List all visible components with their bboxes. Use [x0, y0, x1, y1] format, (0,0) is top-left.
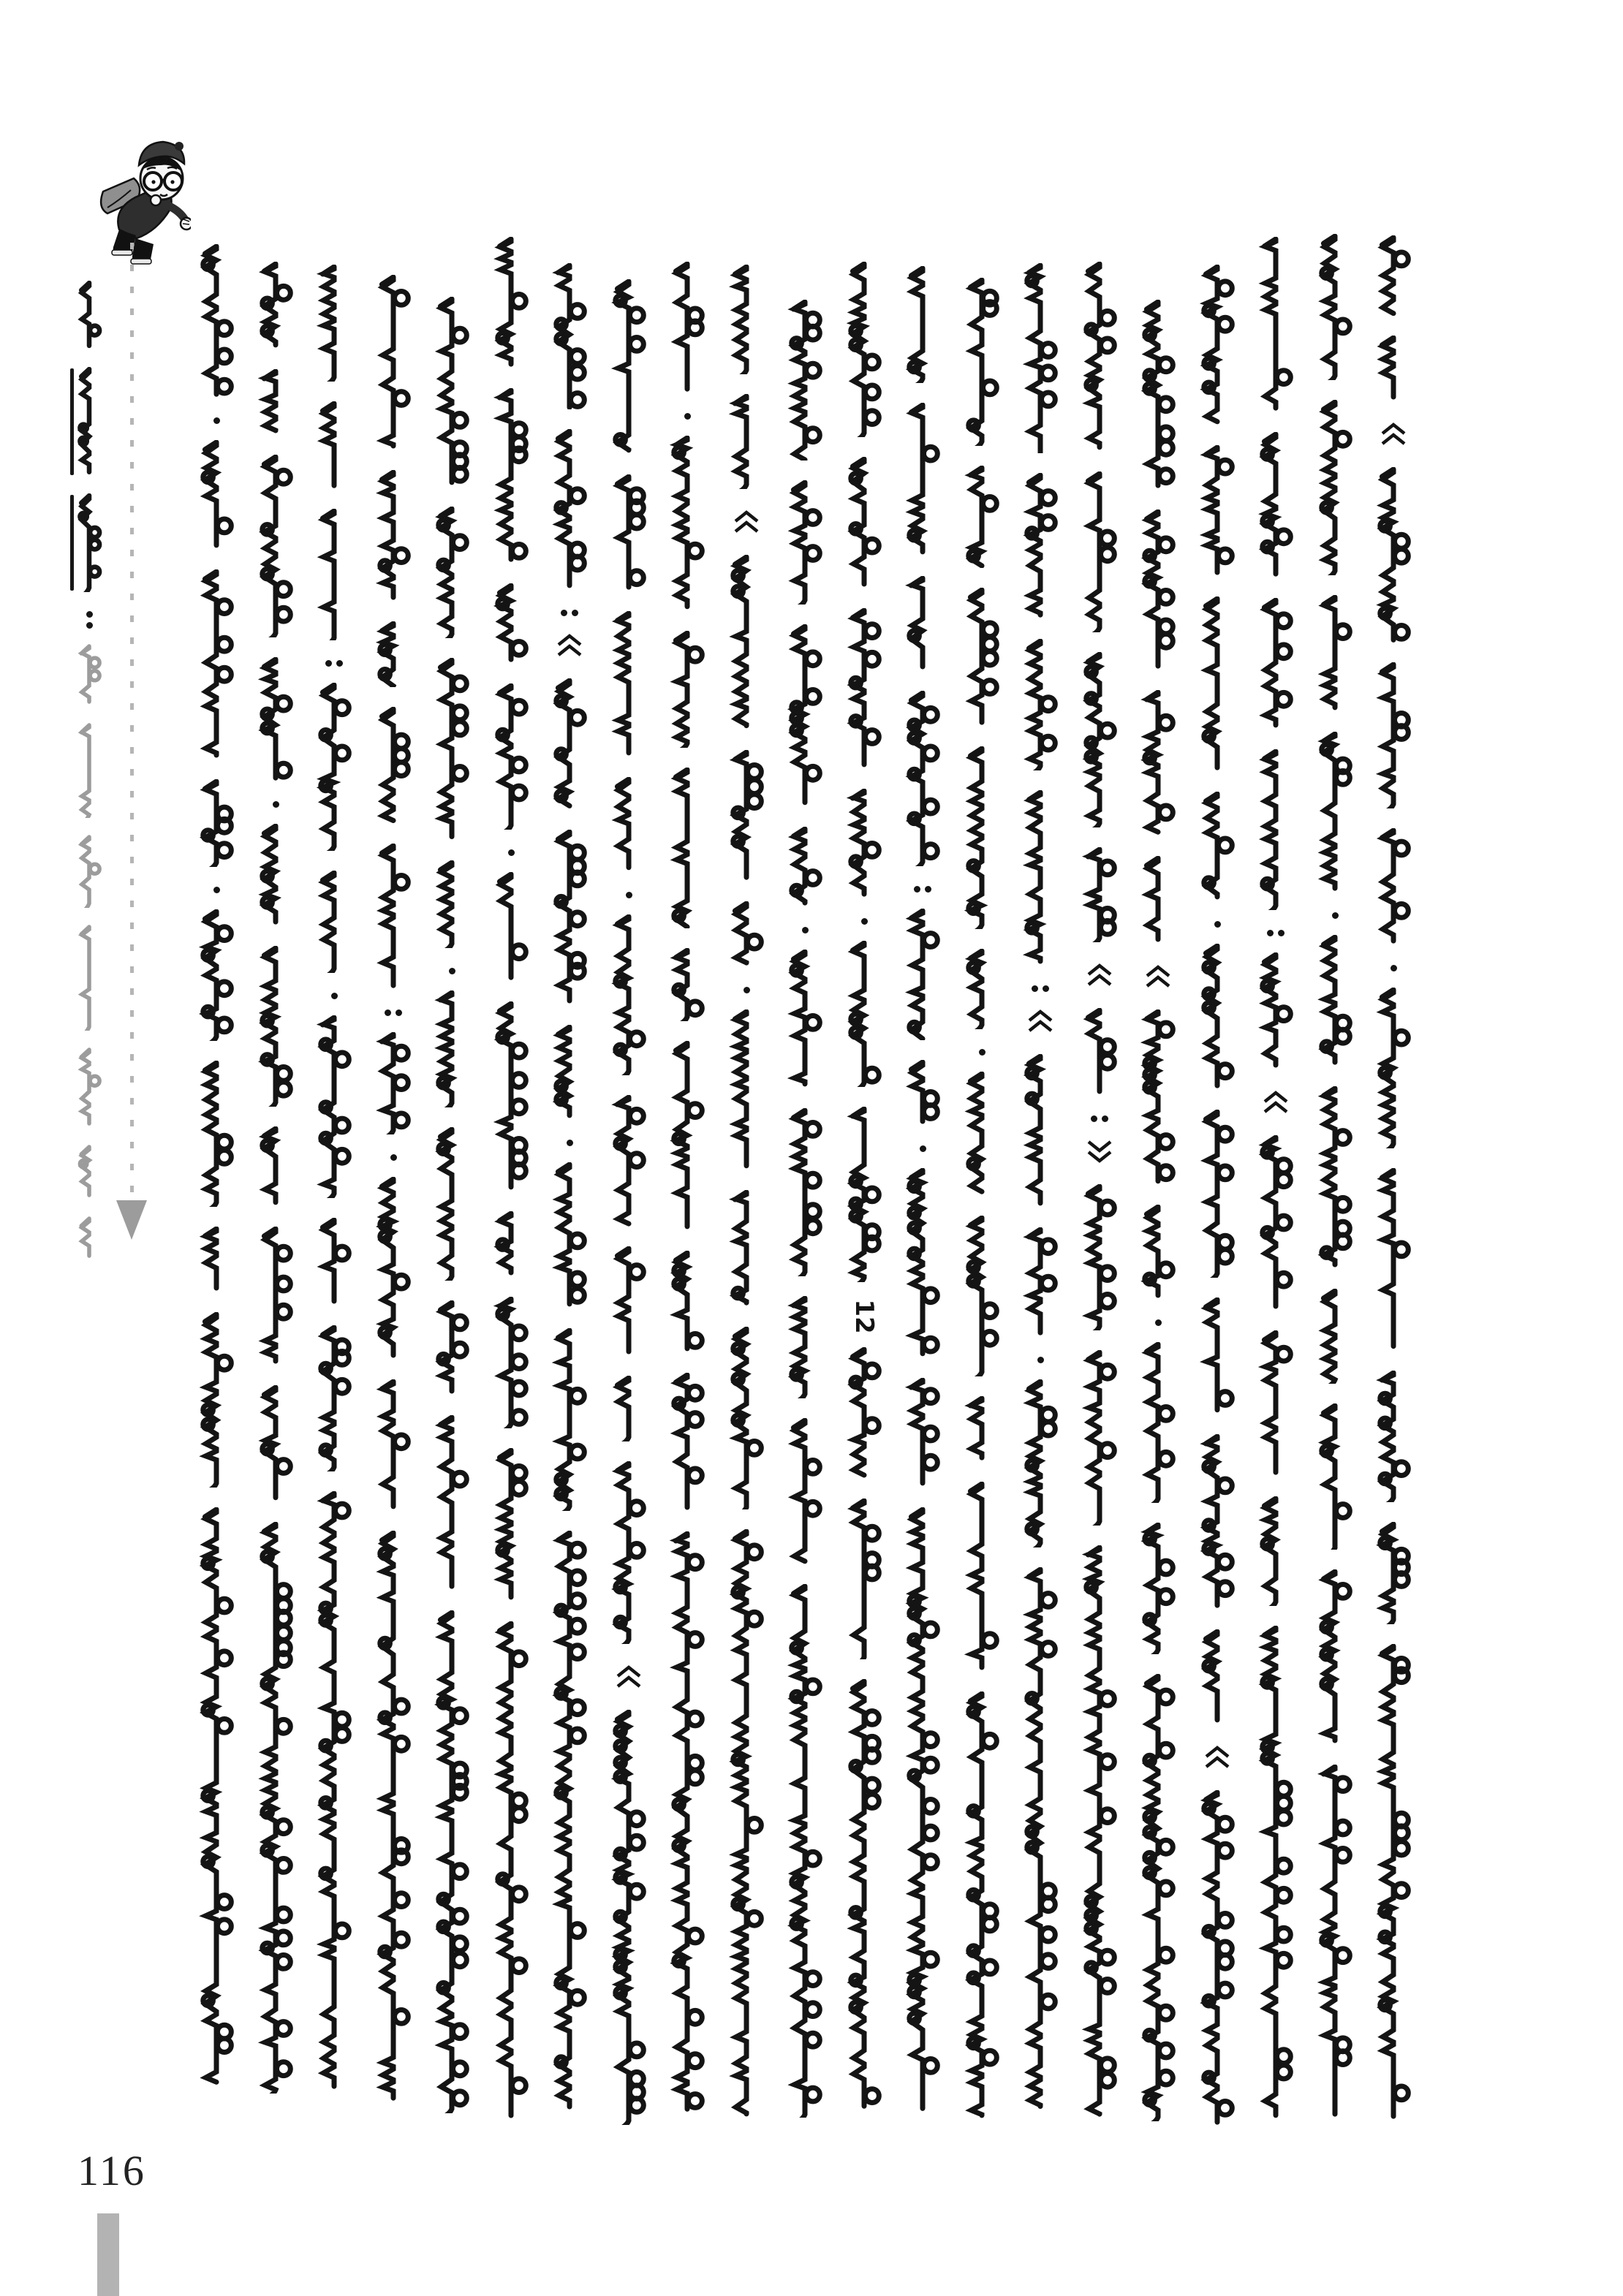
script-word: [492, 1621, 530, 2123]
script-word: [1374, 467, 1412, 646]
quote-close-mark: [1084, 1138, 1115, 1168]
script-word: [492, 1297, 530, 1432]
script-word: [786, 950, 824, 1092]
script-word: [845, 1347, 883, 1482]
text-column: [315, 265, 353, 2110]
script-word: [551, 1162, 589, 1312]
script-word: [1316, 935, 1354, 1070]
script-word: [433, 860, 471, 952]
script-word: [315, 1491, 353, 2094]
script-word: [727, 394, 765, 493]
script-word: [1374, 988, 1412, 1152]
script-word: [668, 1251, 706, 1357]
text-column: [786, 300, 824, 2137]
script-word: [433, 658, 471, 844]
script-word: [315, 683, 353, 855]
text-column: [1139, 300, 1177, 2141]
script-word: [668, 768, 706, 932]
sidebar-word: [76, 925, 102, 1034]
quote-open-mark: [731, 509, 762, 539]
sidebar-word: [76, 1145, 102, 1203]
colon-mark: [1265, 930, 1287, 936]
script-word: [1139, 690, 1177, 840]
script-word: [433, 297, 471, 490]
script-word: [1198, 1434, 1236, 1613]
script-word: [963, 1072, 1001, 1200]
text-column: [551, 263, 589, 2131]
text-column: [1021, 263, 1059, 2131]
script-word: [727, 265, 765, 378]
comma-mark: [447, 968, 458, 974]
script-word: [963, 1691, 1001, 2123]
script-word: [1374, 1522, 1412, 1628]
script-word: [963, 949, 1001, 1033]
script-word: [1021, 790, 1059, 969]
script-word: [257, 1227, 295, 1369]
comma-mark: [1388, 965, 1399, 971]
script-word: [1198, 944, 1236, 1094]
script-word: [433, 1127, 471, 1284]
script-word: [963, 1482, 1001, 1675]
script-word: [845, 608, 883, 773]
script-word: [1021, 473, 1059, 623]
script-word: [1139, 1009, 1177, 1189]
page-number: 116: [77, 2147, 146, 2194]
script-word: [257, 657, 295, 785]
script-word: [786, 1584, 824, 2121]
script-word: [433, 1610, 471, 2117]
script-word: [1374, 235, 1412, 319]
colon-mark: [559, 610, 580, 616]
script-word: [786, 827, 824, 911]
script-word: [1374, 828, 1412, 949]
script-word: [315, 265, 353, 385]
script-word: [197, 1507, 235, 2090]
text-column: [1257, 237, 1295, 2140]
script-word: [374, 1531, 412, 2106]
script-word: [197, 909, 235, 1045]
script-word: [197, 569, 235, 763]
comma-mark: [624, 892, 635, 898]
script-word: [1257, 952, 1295, 1073]
comma-mark: [977, 1049, 988, 1056]
script-word: [727, 750, 765, 885]
script-word: [1081, 847, 1119, 946]
script-word: [197, 1312, 235, 1491]
text-column: [668, 262, 706, 2133]
script-word: [492, 388, 530, 567]
script-word: [1257, 1330, 1295, 1480]
mascot-illustration: [97, 136, 191, 269]
mascot-hand: [151, 195, 161, 205]
script-word: [1081, 262, 1119, 455]
script-word: [904, 576, 942, 675]
script-word: [786, 1296, 824, 1402]
script-word: [492, 872, 530, 985]
script-word: [492, 1448, 530, 1605]
text-column: [610, 279, 648, 2145]
text-column: [727, 265, 765, 2138]
sidebar-word: [76, 1047, 102, 1132]
script-word: [1198, 1110, 1236, 1281]
sidebar-colon-mark: [86, 609, 93, 631]
script-word: [1316, 1569, 1354, 1748]
script-word: [727, 1529, 765, 2122]
script-word: [1198, 596, 1236, 776]
script-word: [315, 1325, 353, 1475]
script-word: [197, 779, 235, 871]
script-word: [551, 678, 589, 814]
script-word: [374, 844, 412, 993]
script-word: [727, 1190, 765, 1311]
script-word: [668, 948, 706, 1025]
script-word: [610, 1710, 648, 2129]
script-word: [668, 631, 706, 751]
quote-open-mark: [1378, 421, 1409, 451]
script-word: [374, 275, 412, 454]
inline-number: 12: [850, 1299, 879, 1334]
script-word: [374, 470, 412, 605]
text-column: [963, 278, 1001, 2140]
script-word: [1316, 400, 1354, 579]
script-word: [374, 1177, 412, 1363]
script-word: [786, 480, 824, 608]
script-word: [374, 1379, 412, 1515]
quote-open-mark: [554, 632, 585, 662]
script-word: [1374, 336, 1412, 405]
script-word: [786, 1108, 824, 1280]
comma-mark: [388, 1154, 399, 1161]
script-word: [845, 1679, 883, 2114]
sidebar-word: [76, 644, 102, 710]
script-word: [1257, 749, 1295, 914]
sidebar-word: [76, 281, 102, 354]
script-word: [1198, 792, 1236, 905]
script-word: [845, 941, 883, 1091]
colon-mark: [323, 660, 345, 667]
script-word: [1198, 1629, 1236, 1728]
script-word: [610, 279, 648, 458]
script-word: [1198, 1790, 1236, 2130]
script-word: [315, 1015, 353, 1202]
sidebar-word: [76, 835, 102, 912]
script-word: [904, 909, 942, 1044]
script-word: [1374, 1168, 1412, 1355]
script-word: [551, 1025, 589, 1124]
script-word: [904, 691, 942, 870]
script-word: [727, 555, 765, 734]
script-word: [727, 1009, 765, 1174]
comma-mark: [211, 417, 222, 424]
script-word: [727, 1327, 765, 1513]
script-word: [1021, 1379, 1059, 1551]
script-word: [315, 1218, 353, 1309]
script-word: [963, 1216, 1001, 1380]
script-word: [904, 1507, 942, 2116]
text-column: [1374, 235, 1412, 2140]
script-word: [1316, 1403, 1354, 1553]
script-word: [1021, 1567, 1059, 2115]
script-word: [197, 244, 235, 401]
text-column: [492, 237, 530, 2140]
script-word: [492, 583, 530, 667]
script-word: [904, 403, 942, 560]
script-word: [786, 624, 824, 811]
script-word: [1316, 234, 1354, 384]
text-column: [1198, 265, 1236, 2146]
script-word: [1139, 509, 1177, 674]
script-word: [1257, 598, 1295, 733]
script-word: [1081, 1350, 1119, 1529]
comma-mark: [1153, 1319, 1164, 1326]
script-word: [1198, 445, 1236, 580]
script-word: [1374, 662, 1412, 812]
script-word: [374, 707, 412, 827]
script-word: [1139, 1205, 1177, 1303]
script-word: [1139, 1523, 1177, 1658]
script-word: [668, 1041, 706, 1235]
script-word: [374, 1032, 412, 1138]
divider-dashed-line: [130, 243, 134, 1193]
script-word: [492, 1001, 530, 1195]
script-word: [668, 1373, 706, 1515]
text-column: [197, 244, 235, 2106]
text-column: [845, 262, 883, 2130]
comma-mark: [1330, 912, 1341, 919]
script-word: [1081, 471, 1119, 636]
script-word: [257, 455, 295, 641]
comma-mark: [682, 413, 693, 420]
script-word: [1021, 263, 1059, 457]
comma-mark: [800, 927, 811, 933]
text-column: [1081, 262, 1119, 2138]
script-word: [1316, 732, 1354, 896]
script-word: [904, 1060, 942, 1129]
comma-mark: [506, 849, 517, 856]
script-word: [1257, 1496, 1295, 1610]
script-word: [786, 300, 824, 464]
script-word: [1198, 265, 1236, 429]
script-word: [551, 830, 589, 1009]
script-word: [1316, 1765, 1354, 2122]
colon-mark: [1089, 1115, 1111, 1122]
script-word: [1316, 1086, 1354, 1273]
script-word: [197, 1061, 235, 1210]
comma-mark: [270, 801, 281, 808]
comma-mark: [859, 918, 870, 925]
script-word: [845, 789, 883, 902]
script-word: [1374, 1644, 1412, 2124]
colon-mark: [912, 886, 934, 893]
text-column: [904, 266, 942, 2132]
script-word: [668, 436, 706, 615]
script-word: [1316, 595, 1354, 716]
quote-open-mark: [613, 1664, 644, 1694]
script-word: [1081, 1545, 1119, 2122]
comma-mark: [564, 1140, 575, 1146]
script-word: [1198, 1297, 1236, 1418]
colon-mark: [382, 1009, 404, 1016]
text-column: [257, 262, 295, 2113]
colon-mark: [1029, 985, 1051, 992]
script-word: [845, 457, 883, 592]
script-word: [963, 746, 1001, 933]
script-word: [1021, 639, 1059, 774]
text-column: [374, 275, 412, 2122]
script-word: [610, 1461, 648, 1648]
quote-open-mark: [1260, 1089, 1291, 1119]
script-word: [551, 1328, 589, 1515]
script-word: [1257, 1626, 1295, 2123]
script-word: [257, 262, 295, 353]
corner-tab: [97, 2213, 119, 2296]
script-word: [668, 1531, 706, 2117]
sidebar-word: [76, 723, 102, 822]
sidebar-note: [76, 281, 102, 1277]
script-word: [257, 824, 295, 930]
script-word: [610, 1376, 648, 1445]
script-word: [257, 946, 295, 1110]
script-word: [1316, 1289, 1354, 1387]
script-word: [963, 588, 1001, 730]
script-word: [492, 1211, 530, 1281]
script-word: [1139, 1342, 1177, 1507]
comma-mark: [741, 987, 752, 993]
script-word: [963, 466, 1001, 572]
sidebar-word: [76, 367, 102, 480]
script-word: [610, 611, 648, 761]
script-word: [1257, 237, 1295, 416]
script-word: [904, 1168, 942, 1362]
script-word: [904, 1378, 942, 1491]
script-word: [1257, 432, 1295, 582]
script-word: [197, 1227, 235, 1296]
comma-mark: [211, 887, 222, 893]
script-word: [433, 990, 471, 1111]
script-word: [963, 278, 1001, 450]
text-column: [1316, 234, 1354, 2138]
comma-mark: [918, 1145, 928, 1152]
quote-open-mark: [1084, 962, 1115, 992]
script-word: [845, 1499, 883, 1663]
script-word: [610, 1095, 648, 1230]
script-word: [433, 1415, 471, 1594]
script-word: [1021, 1054, 1059, 1211]
script-word: [492, 683, 530, 833]
divider-arrow-icon: [116, 1200, 147, 1240]
comma-mark: [329, 993, 340, 999]
script-word: [1374, 1371, 1412, 1506]
script-word: [374, 621, 412, 691]
quote-open-mark: [1202, 1744, 1233, 1774]
sidebar-word: [76, 493, 102, 596]
script-word: [433, 507, 471, 642]
script-word: [786, 1418, 824, 1568]
script-word: [492, 237, 530, 372]
script-word: [315, 871, 353, 977]
quote-open-mark: [1025, 1008, 1056, 1038]
script-word: [610, 777, 648, 876]
script-word: [845, 262, 883, 441]
text-column: [433, 297, 471, 2133]
script-word: [315, 401, 353, 493]
script-word: [727, 901, 765, 971]
script-word: [963, 1396, 1001, 1466]
script-word: [668, 262, 706, 397]
script-word: [1081, 1008, 1119, 1099]
sidebar-word: [76, 1216, 102, 1264]
script-word: [1081, 652, 1119, 831]
script-word: [1139, 300, 1177, 493]
script-word: [257, 1385, 295, 1506]
script-word: [257, 369, 295, 439]
script-word: [610, 914, 648, 1079]
script-word: [551, 429, 589, 594]
script-word: [1139, 1674, 1177, 2125]
script-word: [610, 1246, 648, 1360]
script-word: [1257, 1135, 1295, 1314]
comma-mark: [1212, 921, 1223, 928]
script-word: [433, 1300, 471, 1399]
script-word: [1081, 1184, 1119, 1334]
script-word: [1021, 1227, 1059, 1341]
script-word: [315, 509, 353, 644]
script-word: [551, 263, 589, 413]
quote-open-mark: [1143, 963, 1173, 993]
script-word: [610, 474, 648, 595]
script-word: [845, 1107, 883, 1286]
script-word: [1139, 856, 1177, 947]
script-word: [197, 440, 235, 553]
script-word: [257, 1522, 295, 2097]
script-word: [551, 1531, 589, 2115]
script-word: [257, 1126, 295, 1210]
comma-mark: [1035, 1357, 1046, 1363]
script-word: [904, 266, 942, 387]
